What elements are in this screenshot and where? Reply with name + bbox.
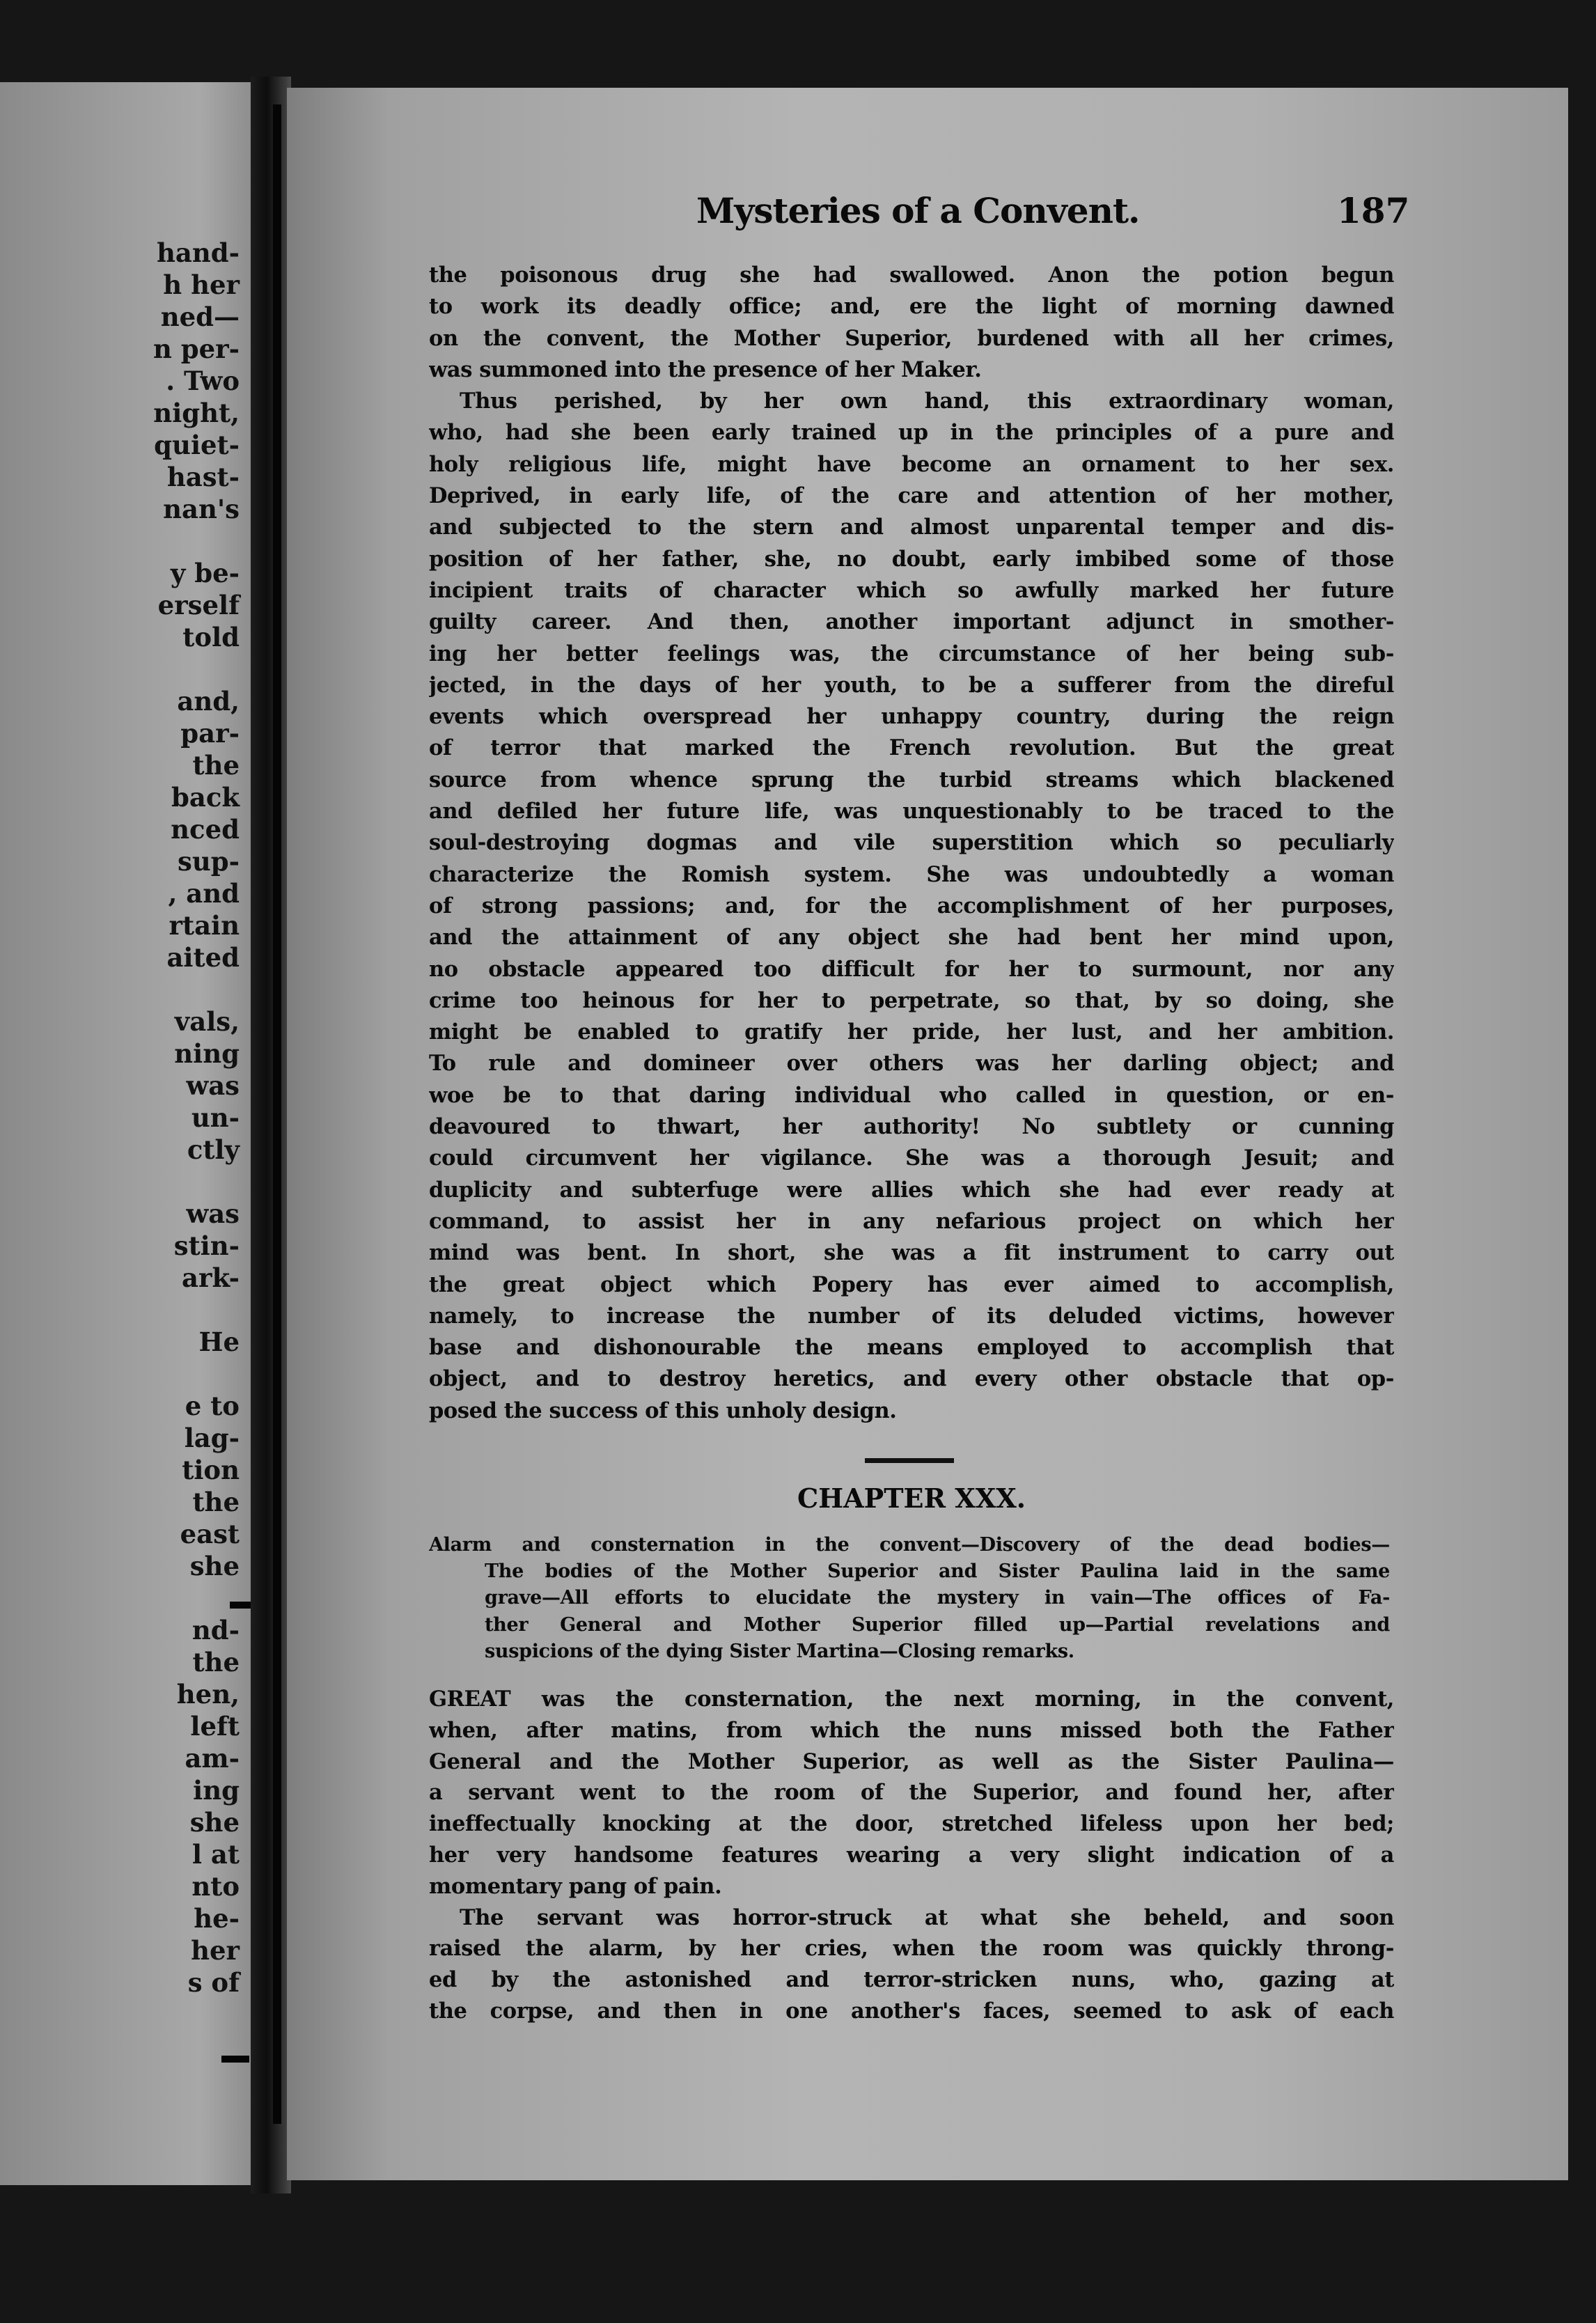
facing-page-line: her <box>191 1935 240 1966</box>
facing-page-line: was <box>186 1198 240 1229</box>
facing-page-line <box>153 1166 240 1198</box>
text-line: the corpse, and then in one another's faces, seemed to ask of each <box>429 1998 1394 2024</box>
text-line: Thus perished, by her own hand, this extraordinary woman, <box>460 389 1394 414</box>
facing-page-line: told <box>182 622 240 652</box>
text-line: soul-destroying dogmas and vile superstition which so peculiarly <box>429 830 1394 856</box>
text-line: and the attainment of any object she had bent her mind upon, <box>429 925 1394 951</box>
spine-shadow <box>273 104 281 2124</box>
facing-page-line: . Two <box>166 366 240 396</box>
facing-page-line: He <box>198 1327 240 1357</box>
text-line: of terror that marked the French revolution. But the great <box>429 735 1394 761</box>
text-line: the poisonous drug she had swallowed. Anon the potion begun <box>429 263 1394 288</box>
spine-tick-mark <box>221 2056 249 2063</box>
facing-page-line: nd- <box>191 1615 240 1645</box>
facing-page-line: sup- <box>178 846 240 877</box>
text-line: duplicity and subterfuge were allies which she had ever ready at <box>429 1177 1394 1203</box>
facing-page-line: un- <box>191 1102 240 1133</box>
synopsis-line: grave—All efforts to elucidate the mystery in vain—The offices of Fa- <box>485 1587 1390 1609</box>
text-line: and defiled her future life, was unquestionably to be traced to the <box>429 799 1394 824</box>
facing-page-line: l at <box>191 1839 240 1870</box>
synopsis-line: Alarm and consternation in the convent—Discovery of the dead bodies— <box>429 1534 1390 1556</box>
text-line: ed by the astonished and terror-stricken nuns, who, gazing at <box>429 1967 1394 1993</box>
text-line: when, after matins, from which the nuns missed both the Father <box>429 1717 1394 1743</box>
text-line: events which overspread her unhappy country, during the reign <box>429 704 1394 730</box>
facing-page-line: , and <box>168 878 240 909</box>
text-line: raised the alarm, by her cries, when the room was quickly throng- <box>429 1936 1394 1962</box>
chapter-rule <box>865 1458 954 1463</box>
facing-page-line: y be- <box>170 558 240 588</box>
text-line: incipient traits of character which so awfully marked her future <box>429 577 1394 603</box>
facing-page-line: hand- <box>156 237 240 268</box>
text-line: To rule and domineer over others was her darling object; and <box>429 1051 1394 1077</box>
text-line: jected, in the days of her youth, to be a sufferer from the direful <box>429 672 1394 698</box>
facing-page-line: back <box>171 782 240 813</box>
facing-page-line: was <box>186 1070 240 1101</box>
facing-page-line: night, <box>153 398 240 428</box>
text-line: to work its deadly office; and, ere the light of morning dawned <box>429 294 1394 320</box>
facing-page-line: aited <box>166 942 240 973</box>
facing-page-line: erself <box>157 590 240 620</box>
text-line: ing her better feelings was, the circumstance of her being sub- <box>429 641 1394 666</box>
facing-page-line: she <box>189 1551 240 1581</box>
facing-page-line: the <box>192 750 240 781</box>
text-line: command, to assist her in any nefarious project on which her <box>429 1208 1394 1234</box>
text-line: ineffectually knocking at the door, stretched lifeless upon her bed; <box>429 1811 1394 1837</box>
text-line: and subjected to the stern and almost unparental temper and dis- <box>429 515 1394 540</box>
text-line: characterize the Romish system. She was undoubtedly a woman <box>429 861 1394 887</box>
text-line: a servant went to the room of the Superior, and found her, after <box>429 1780 1394 1806</box>
facing-page-line: ctly <box>187 1134 240 1165</box>
synopsis-line: suspicions of the dying Sister Martina—Closing remarks. <box>485 1640 1074 1662</box>
running-head <box>696 187 1410 235</box>
facing-page-line: nced <box>171 814 240 845</box>
text-line: was summoned into the presence of her Maker. <box>429 357 982 382</box>
synopsis-line: The bodies of the Mother Superior and Sister Paulina laid in the same <box>485 1561 1390 1583</box>
text-line: posed the success of this unholy design. <box>429 1398 897 1423</box>
facing-page-line: e to <box>185 1391 240 1421</box>
text-line: Deprived, in early life, of the care and attention of her mother, <box>429 483 1394 509</box>
text-line: the great object which Popery has ever aimed to accomplish, <box>429 1272 1394 1297</box>
facing-page-line <box>153 1294 240 1326</box>
text-line: could circumvent her vigilance. She was a thorough Jesuit; and <box>429 1145 1394 1171</box>
facing-page-text-fragments <box>153 237 240 1999</box>
facing-page-line: am- <box>185 1743 240 1774</box>
facing-page-line: stin- <box>173 1230 240 1261</box>
facing-page-line <box>153 1582 240 1614</box>
facing-page-line: ark- <box>182 1262 240 1293</box>
text-line: General and the Mother Superior, as well as the Sister Paulina— <box>429 1749 1394 1774</box>
facing-page-line: hast- <box>166 462 240 492</box>
chapter-synopsis <box>429 1532 1390 1665</box>
chapter-heading: CHAPTER XXX. <box>797 1483 1026 1514</box>
text-line: her very handsome features wearing a very slight indication of a <box>429 1842 1394 1868</box>
text-line: base and dishonourable the means employed to accomplish that <box>429 1335 1394 1361</box>
running-title: Mysteries of a Convent. <box>696 190 1140 231</box>
facing-page-line: rtain <box>169 910 240 941</box>
facing-page-line: ning <box>174 1038 240 1069</box>
text-line: GREAT was the consternation, the next morning, in the convent, <box>429 1687 1394 1712</box>
text-line: momentary pang of pain. <box>429 1873 722 1899</box>
text-line: position of her father, she, no doubt, early imbibed some of those <box>429 546 1394 572</box>
facing-page-line: vals, <box>174 1006 240 1037</box>
facing-page-line <box>153 525 240 557</box>
chapter-body-text <box>429 1684 1394 2027</box>
text-line: The servant was horror-struck at what she beheld, and soon <box>460 1904 1394 1930</box>
facing-page-line <box>153 973 240 1006</box>
text-line: namely, to increase the number of its deluded victims, however <box>429 1303 1394 1329</box>
facing-page-line <box>153 1358 240 1390</box>
text-line: crime too heinous for her to perpetrate, so that, by so doing, she <box>429 987 1394 1013</box>
book-gutter <box>251 77 291 2193</box>
text-line: source from whence sprung the turbid streams which blackened <box>429 767 1394 792</box>
facing-page-line: lag- <box>184 1423 240 1453</box>
facing-page-left <box>0 82 251 2185</box>
body-paragraphs <box>429 260 1394 1427</box>
facing-page-line: he- <box>194 1903 240 1934</box>
text-line: woe be to that daring individual who called in question, or en- <box>429 1082 1394 1108</box>
facing-page-line: east <box>180 1519 240 1549</box>
facing-page-line: ing <box>193 1775 240 1806</box>
facing-page-line: s of <box>187 1967 240 1998</box>
facing-page-line: the <box>192 1647 240 1677</box>
facing-page-line: and, <box>177 686 240 717</box>
facing-page-line: h her <box>163 269 240 300</box>
synopsis-line: ther General and Mother Superior filled up—Partial revelations and <box>485 1613 1390 1636</box>
text-line: mind was bent. In short, she was a fit instrument to carry out <box>429 1240 1394 1266</box>
facing-page-line: quiet- <box>154 430 240 460</box>
text-line: no obstacle appeared too difficult for her to surmount, nor any <box>429 956 1394 982</box>
facing-page-line: hen, <box>176 1679 240 1710</box>
text-line: holy religious life, might have become an ornament to her sex. <box>429 451 1394 477</box>
text-line: guilty career. And then, another important adjunct in smother- <box>429 609 1394 635</box>
text-line: might be enabled to gratify her pride, her lust, and her ambition. <box>429 1019 1394 1045</box>
facing-page-line: tion <box>182 1455 240 1485</box>
spine-tick-mark <box>230 1602 251 1609</box>
text-line: deavoured to thwart, her authority! No subtlety or cunning <box>429 1114 1394 1140</box>
text-line: who, had she been early trained up in the principles of a pure and <box>429 420 1394 446</box>
facing-page-line: par- <box>180 718 240 749</box>
page-number: 187 <box>1337 190 1410 231</box>
text-line: on the convent, the Mother Superior, burdened with all her crimes, <box>429 325 1394 351</box>
text-line: object, and to destroy heretics, and every other obstacle that op- <box>429 1366 1394 1392</box>
facing-page-line: nan's <box>163 494 240 524</box>
facing-page-line: n per- <box>152 334 240 364</box>
facing-page-line: the <box>192 1487 240 1517</box>
facing-page-line: ned— <box>160 302 240 332</box>
facing-page-line: she <box>189 1807 240 1838</box>
facing-page-line: left <box>190 1711 240 1742</box>
facing-page-line: nto <box>191 1871 240 1902</box>
text-line: of strong passions; and, for the accomplishment of her purposes, <box>429 893 1394 918</box>
facing-page-line <box>153 653 240 685</box>
